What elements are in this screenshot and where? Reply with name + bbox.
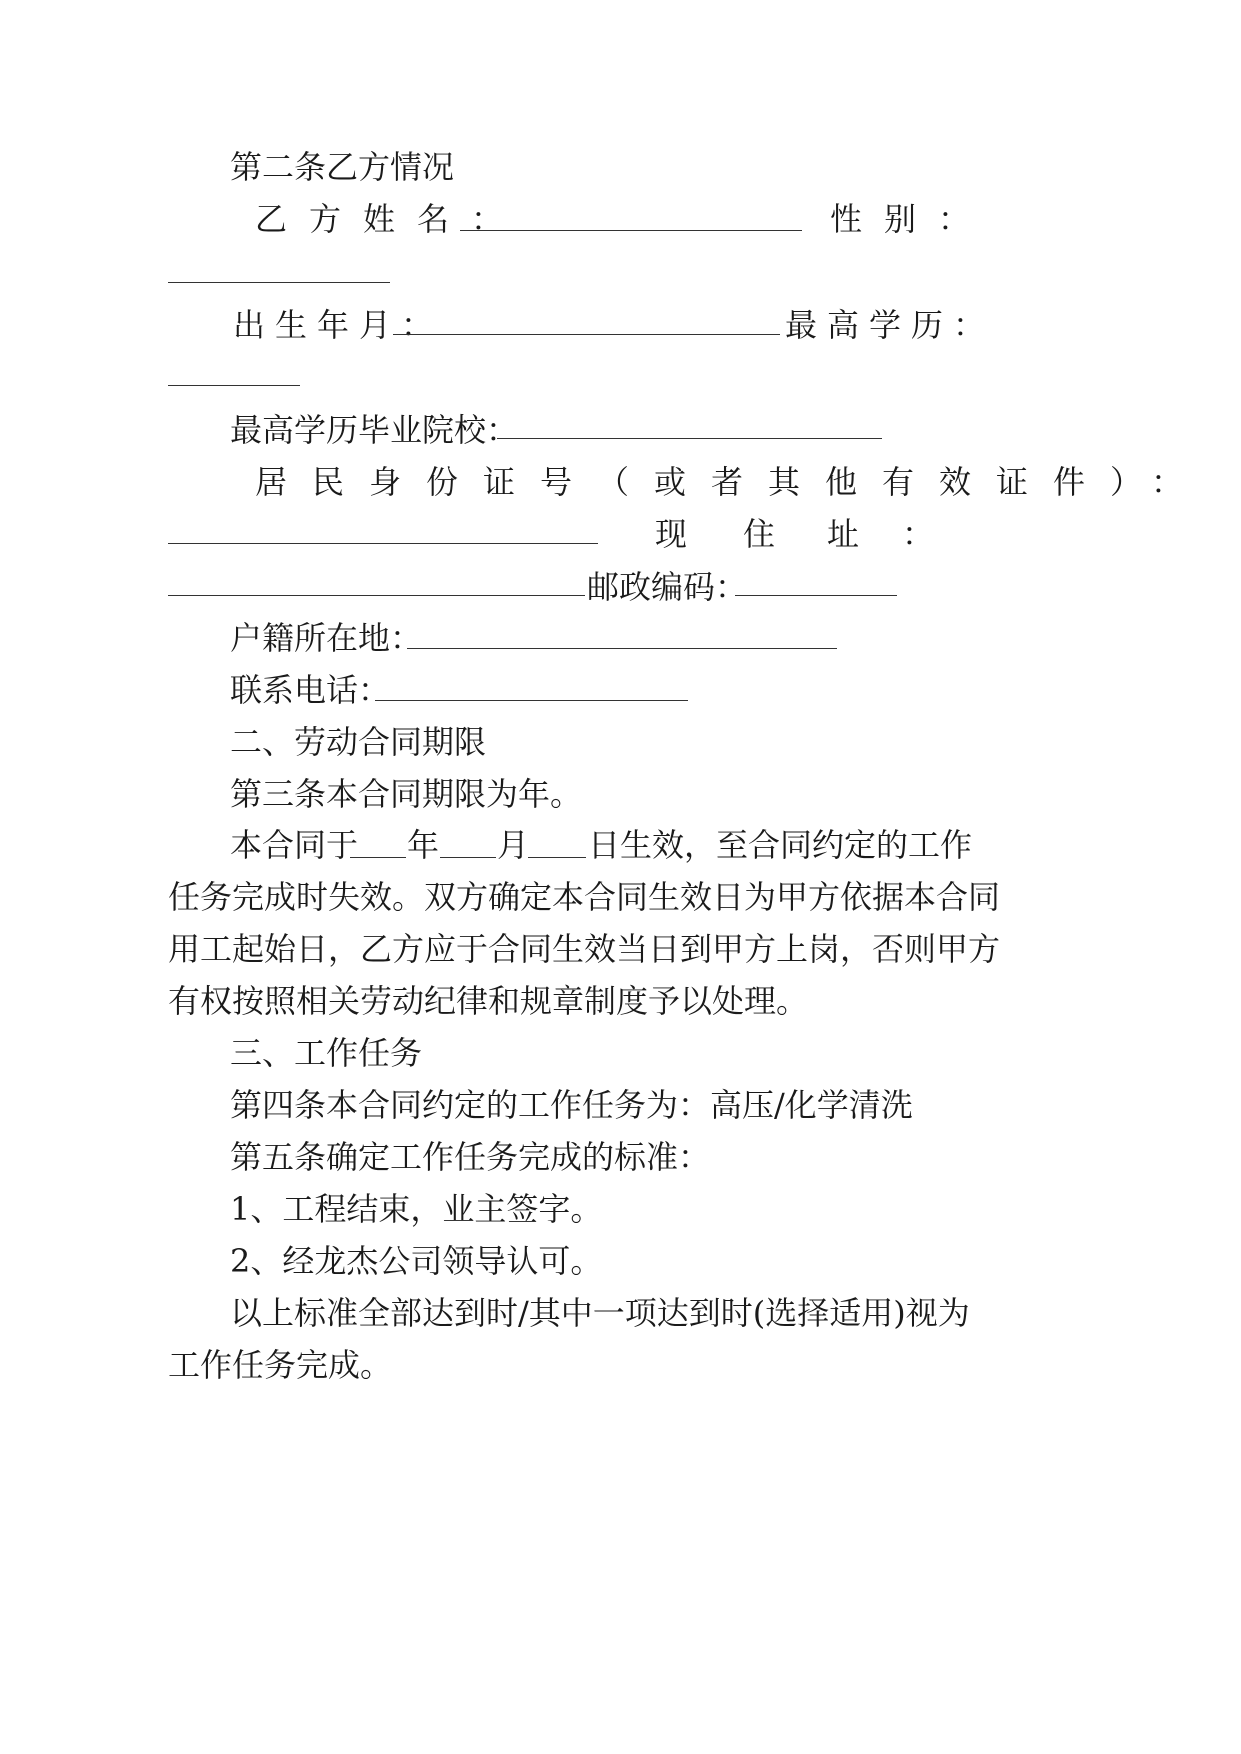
postcode-blank [735, 595, 897, 596]
address-label-char-2: 住 [743, 515, 776, 553]
month-char: 月 [497, 826, 530, 864]
school-label: 最高学历毕业院校： [230, 411, 519, 449]
education-blank [168, 385, 300, 386]
id-number-label: 居民身份证号（或者其他有效证件）： [255, 463, 1209, 501]
effective-date-prefix: 本合同于 [230, 826, 359, 864]
postcode-label: 邮政编码： [587, 568, 748, 606]
address-blank [168, 595, 585, 596]
party-b-name-blank [460, 230, 802, 231]
birth-date-blank [393, 334, 780, 335]
contract-term-line-2: 任务完成时失效。双方确定本合同生效日为甲方依据本合同 [168, 878, 1001, 916]
id-number-blank [168, 543, 598, 544]
section-3-title: 三、工作任务 [230, 1034, 423, 1072]
year-char: 年 [407, 826, 440, 864]
address-label-char-1: 现 [655, 515, 688, 553]
party-b-name-label: 乙方姓名： [255, 200, 526, 238]
effective-year-blank [350, 857, 406, 858]
contract-term-line-4: 有权按照相关劳动纪律和规章制度予以处理。 [168, 982, 809, 1020]
article-5: 第五条确定工作任务完成的标准： [230, 1138, 711, 1176]
article-4: 第四条本合同约定的工作任务为：高压/化学清洗 [230, 1086, 913, 1124]
school-blank [497, 438, 882, 439]
article-2-title: 第二条乙方情况 [230, 148, 455, 186]
standard-item-1: 1、工程结束，业主签字。 [230, 1190, 603, 1228]
conclusion-line-2: 工作任务完成。 [168, 1346, 393, 1384]
effective-day-blank [528, 857, 586, 858]
phone-blank [375, 700, 688, 701]
article-3: 第三条本合同期限为年。 [230, 775, 583, 813]
education-label: 最高学历： [785, 306, 996, 344]
address-label-char-3: 址 [827, 515, 860, 553]
effective-month-blank [440, 857, 496, 858]
phone-label: 联系电话： [230, 671, 391, 709]
gender-label: 性别： [830, 200, 993, 238]
effective-date-suffix: 日生效，至合同约定的工作 [588, 826, 973, 864]
section-2-title: 二、劳动合同期限 [230, 723, 487, 761]
contract-term-line-3: 用工起始日，乙方应于合同生效当日到甲方上岗，否则甲方 [168, 930, 1001, 968]
conclusion-line-1: 以上标准全部达到时/其中一项达到时(选择适用)视为 [230, 1294, 970, 1332]
household-registration-blank [407, 648, 837, 649]
standard-item-2: 2、经龙杰公司领导认可。 [230, 1242, 603, 1280]
address-label-char-4: ： [902, 515, 935, 553]
birth-date-label: 出生年月： [233, 306, 444, 344]
gender-blank [168, 282, 390, 283]
household-registration-label: 户籍所在地： [230, 619, 423, 657]
